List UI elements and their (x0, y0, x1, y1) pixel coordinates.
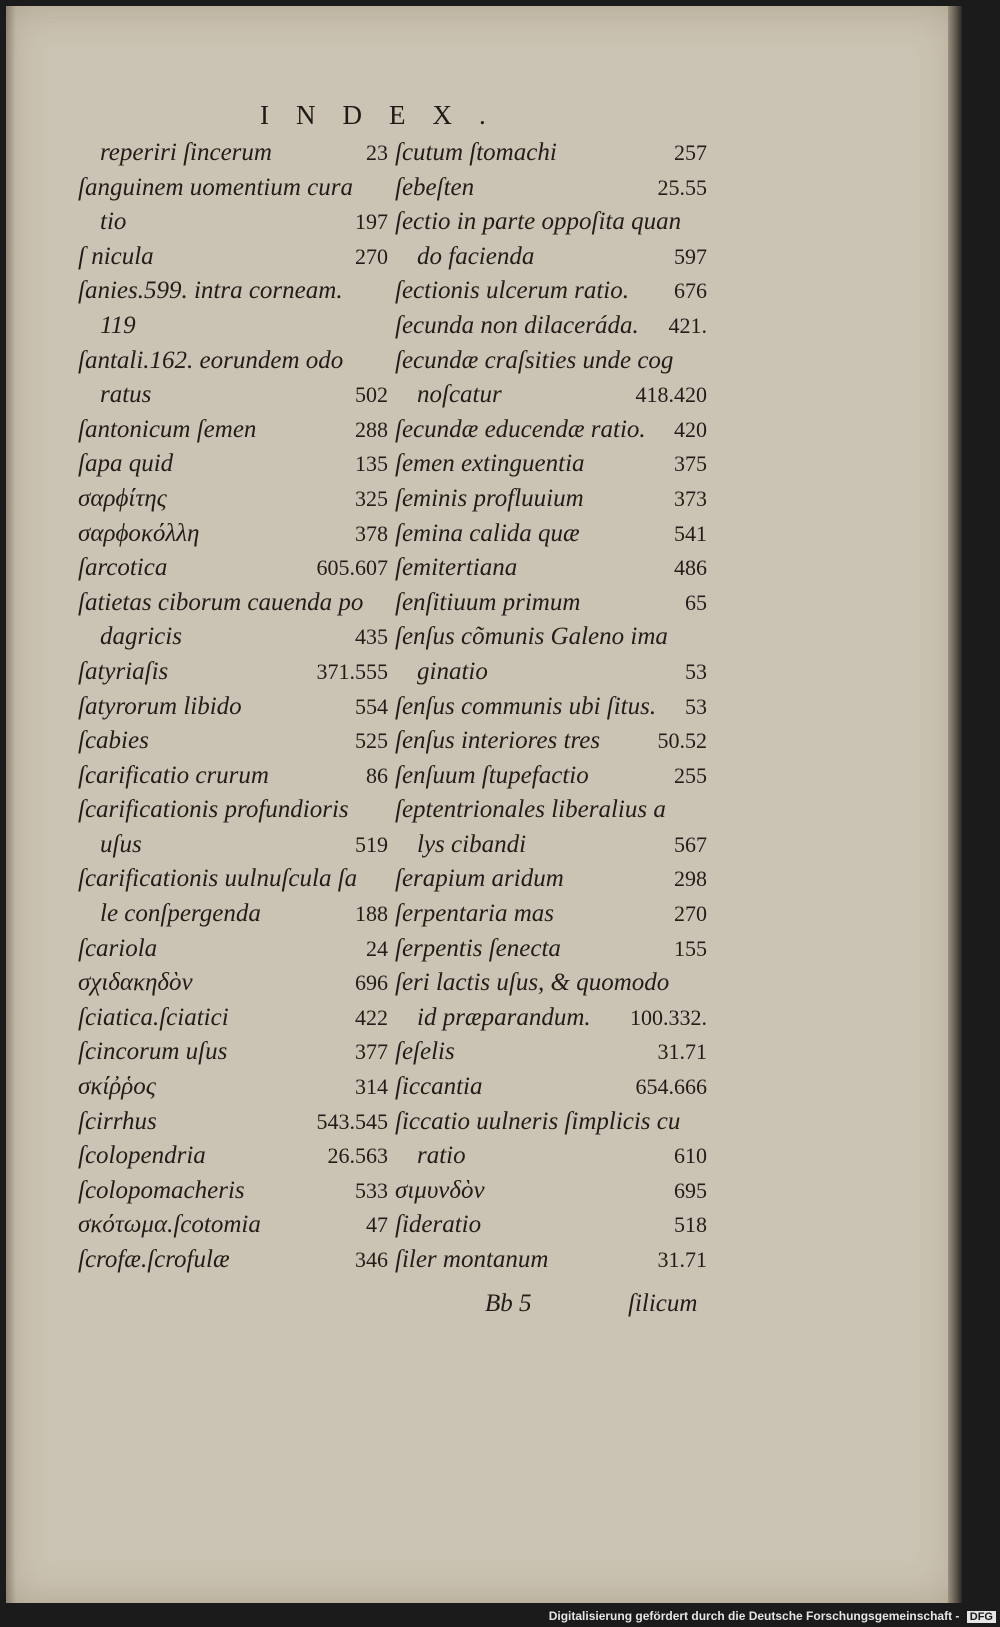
index-entry-term: ſcarificationis uulnuſcula ſa (78, 865, 358, 893)
index-entry (78, 517, 388, 552)
index-entry (78, 1001, 388, 1036)
index-entry (78, 932, 388, 967)
index-entry-term: ſcariola (78, 934, 158, 962)
index-entry-term: ſerpentaria mas (395, 900, 555, 928)
index-entry-term: σαρϕοκόλλη (78, 519, 200, 547)
index-entry-page: 100.332. (630, 1004, 707, 1030)
index-entry (78, 897, 388, 932)
index-entry-term: σκότωμα.ſcotomia (78, 1211, 261, 1239)
index-entry-page: 420 (674, 416, 707, 442)
index-entry (78, 862, 388, 897)
index-entry-term: ſenſus communis ubi ſitus. (395, 692, 657, 720)
index-entry (78, 690, 388, 725)
left-index-column (78, 136, 388, 1278)
index-entry-page: 610 (674, 1143, 707, 1169)
index-entry-page: 50.52 (657, 728, 707, 754)
page-fold-shadow (6, 6, 16, 1603)
index-entry-term: ſeminis profluuium (395, 484, 584, 512)
index-entry (395, 1105, 707, 1140)
index-entry (78, 1105, 388, 1140)
index-entry-page: 418.420 (635, 382, 707, 408)
index-entry-page: 86 (366, 762, 388, 788)
index-entry-page: 24 (366, 935, 388, 961)
index-entry (395, 274, 707, 309)
index-entry (78, 586, 388, 621)
index-entry-term: ſcrofæ.ſcrofulæ (78, 1246, 230, 1273)
index-entry-term: ſciatica.ſciatici (78, 1003, 229, 1031)
index-entry-term: ſeſelis (395, 1038, 455, 1066)
index-entry-page: 373 (674, 485, 707, 511)
index-entry-page: 695 (674, 1177, 707, 1203)
page-footer (0, 1290, 1000, 1324)
index-entry-page: 502 (355, 382, 388, 408)
index-entry-page: 26.563 (327, 1143, 388, 1169)
index-entry-page: 519 (355, 831, 388, 857)
index-entry-page: 31.71 (657, 1247, 707, 1272)
index-entry (395, 1001, 707, 1036)
index-entry (78, 413, 388, 448)
index-entry-term: ſenſitiuum primum (395, 588, 581, 616)
index-entry-page: 525 (355, 728, 388, 754)
index-entry (78, 655, 388, 690)
index-entry (78, 1070, 388, 1105)
index-entry-term: ſeri lactis uſus, & quomodo (395, 969, 670, 997)
index-entry-page: 288 (355, 416, 388, 442)
index-entry (395, 724, 707, 759)
index-entry (78, 828, 388, 863)
index-entry (78, 759, 388, 794)
index-entry-page: 188 (355, 901, 388, 927)
index-entry-page: 533 (355, 1177, 388, 1203)
index-entry-term: ſenſuum ſtupefactio (395, 761, 589, 789)
index-entry (78, 620, 388, 655)
signature-mark: Bb 5 (485, 1290, 532, 1317)
index-entry-term: tio (100, 208, 127, 236)
index-entry (395, 966, 707, 1001)
page-heading: INDEX. (260, 100, 513, 130)
index-entry-term: ſenſus cõmunis Galeno ima (395, 623, 668, 651)
index-entry-term: ſcarificatio crurum (78, 761, 269, 789)
index-entry (395, 586, 707, 621)
index-entry (78, 274, 388, 309)
index-entry-page: 422 (355, 1004, 388, 1030)
index-entry-term: ſectio in parte oppoſita quan (395, 208, 682, 236)
index-entry (78, 1243, 388, 1278)
index-entry (78, 344, 388, 379)
index-entry (78, 1035, 388, 1070)
index-entry (78, 240, 388, 275)
index-entry-term: ſanies.599. intra corneam. (78, 277, 343, 305)
index-entry (395, 136, 707, 171)
index-entry-term: ſecundæ craſsities unde cog (395, 346, 674, 374)
index-entry-page: 23 (366, 140, 388, 165)
book-gutter (948, 6, 962, 1603)
index-entry-term: ſebeſten (395, 173, 475, 201)
index-entry-page: 155 (674, 935, 707, 961)
index-entry-term: le conſpergenda (100, 900, 261, 928)
index-entry-term: σιμυνδὸν (395, 1176, 485, 1204)
index-entry-page: 605.607 (316, 555, 388, 581)
index-entry-term: ſemen extinguentia (395, 450, 585, 478)
index-entry (78, 551, 388, 586)
index-entry (78, 171, 388, 206)
index-entry (78, 378, 388, 413)
index-entry-term: ratus (100, 381, 152, 409)
index-entry (395, 862, 707, 897)
index-entry (395, 517, 707, 552)
index-entry-term: ſenſus interiores tres (395, 727, 601, 755)
index-entry-term: ſapa quid (78, 450, 174, 478)
index-entry-page: 435 (355, 624, 388, 650)
index-entry-page: 554 (355, 693, 388, 719)
index-entry-page: 371.555 (316, 658, 388, 684)
index-entry-term: ſectionis ulcerum ratio. (395, 277, 629, 305)
index-entry-page: 325 (355, 485, 388, 511)
index-entry (395, 828, 707, 863)
digitization-credit (549, 1609, 996, 1623)
index-entry-term: ſantonicum ſemen (78, 415, 257, 443)
index-entry (395, 690, 707, 725)
index-entry-term: ſiccatio uulneris ſimplicis cu (395, 1107, 681, 1135)
index-entry-term: ſcincorum uſus (78, 1038, 228, 1066)
index-entry-term: ſeptentrionales liberalius a (395, 796, 666, 824)
index-entry-page: 314 (355, 1074, 388, 1100)
index-entry (78, 205, 388, 240)
index-entry-page: 696 (355, 970, 388, 996)
index-entry-page: 298 (674, 866, 707, 892)
index-entry-page: 47 (366, 1212, 388, 1238)
index-entry (78, 1139, 388, 1174)
index-entry-page: 270 (674, 901, 707, 927)
index-entry (78, 793, 388, 828)
index-entry (395, 1139, 707, 1174)
index-entry (395, 932, 707, 967)
index-entry-page: 65 (685, 589, 707, 615)
index-entry-term: ſecunda non dilaceráda. (395, 311, 639, 339)
index-entry-term: uſus (100, 830, 142, 858)
index-entry-page: 375 (674, 451, 707, 477)
index-entry (395, 551, 707, 586)
index-entry-page: 197 (355, 209, 388, 235)
index-entry-term: ratio (417, 1142, 466, 1170)
index-entry (395, 344, 707, 379)
index-entry (395, 1174, 707, 1209)
index-entry-page: 270 (355, 243, 388, 269)
index-entry-term: ſiler montanum (395, 1246, 549, 1273)
index-entry-term: σχιδακηδὸν (78, 969, 193, 997)
credit-text: Digitalisierung gefördert durch die Deutsche Forschungsgemeinschaft - (548, 1609, 960, 1623)
index-entry-term: ſideratio (395, 1211, 482, 1239)
index-entry (78, 309, 388, 344)
index-entry (395, 1208, 707, 1243)
index-entry-term: ſcutum ſtomachi (395, 139, 557, 166)
index-entry-term: ſatyriaſis (78, 657, 169, 685)
index-entry-term: ſantali.162. eorundem odo (78, 346, 344, 374)
index-entry (78, 482, 388, 517)
index-entry (395, 1070, 707, 1105)
index-entry (78, 966, 388, 1001)
index-entry (78, 136, 388, 171)
index-entry (395, 309, 707, 344)
index-entry-term: noſcatur (417, 381, 502, 409)
index-entry-term: ſcolopomacheris (78, 1176, 245, 1204)
index-entry-page: 377 (355, 1039, 388, 1065)
index-entry-page: 25.55 (657, 174, 707, 200)
index-entry-page: 257 (674, 140, 707, 165)
index-entry-term: σαρϕίτης (78, 484, 167, 512)
index-entry-term: σκίῤῥος (78, 1073, 156, 1101)
index-entry-term: ſemitertiana (395, 554, 518, 582)
index-entry (395, 413, 707, 448)
index-entry-term: ſerpentis ſenecta (395, 934, 561, 962)
index-entry-term: ſcabies (78, 727, 149, 755)
index-entry-term: ſcarificationis profundioris (78, 796, 349, 824)
index-entry-page: 676 (674, 278, 707, 304)
index-entry-page: 518 (674, 1212, 707, 1238)
index-entry-page: 597 (674, 243, 707, 269)
index-entry-term: ſiccantia (395, 1073, 483, 1101)
index-entry (395, 1243, 707, 1278)
index-entry-page: 31.71 (657, 1039, 707, 1065)
index-entry-term: ſcirrhus (78, 1107, 157, 1135)
catchword: ſilicum (628, 1290, 698, 1317)
index-entry-page: 53 (685, 693, 707, 719)
index-entry-term: ſarcotica (78, 554, 168, 582)
index-entry (395, 655, 707, 690)
index-entry-term: ſanguinem uomentium cura (78, 173, 353, 201)
index-entry (395, 897, 707, 932)
index-entry (395, 1035, 707, 1070)
index-entry-page: 255 (674, 762, 707, 788)
index-entry-term: ſcolopendria (78, 1142, 206, 1170)
index-entry (395, 378, 707, 413)
right-index-column (395, 136, 707, 1278)
dfg-logo: DFG (967, 1611, 996, 1623)
index-entry (395, 205, 707, 240)
index-entry (395, 240, 707, 275)
index-entry (395, 482, 707, 517)
index-entry-term: dagricis (100, 623, 182, 651)
index-entry (78, 1174, 388, 1209)
index-entry (78, 447, 388, 482)
index-entry-page: 543.545 (316, 1108, 388, 1134)
index-entry-page: 346 (355, 1247, 388, 1272)
index-entry (395, 447, 707, 482)
index-entry-term: do facienda (417, 242, 535, 270)
index-entry-term: ſecundæ educendæ ratio. (395, 415, 646, 443)
index-entry (395, 793, 707, 828)
index-entry-term: lys cibandi (417, 830, 527, 858)
index-entry-term: ſ nicula (78, 242, 154, 270)
index-entry-term: reperiri ſincerum (100, 139, 272, 166)
index-entry-page: 654.666 (635, 1074, 707, 1100)
index-entry-page: 53 (685, 658, 707, 684)
index-entry-term: 119 (100, 311, 136, 339)
index-entry-term: ſatietas ciborum cauenda po (78, 588, 364, 616)
index-entry-page: 378 (355, 520, 388, 546)
index-entry-page: 421. (668, 312, 707, 338)
index-entry (78, 1208, 388, 1243)
index-entry-page: 486 (674, 555, 707, 581)
index-entry (395, 620, 707, 655)
index-entry-page: 567 (674, 831, 707, 857)
index-entry-term: ſatyrorum libido (78, 692, 242, 720)
index-entry (78, 724, 388, 759)
index-entry-page: 541 (674, 520, 707, 546)
index-entry-page: 135 (355, 451, 388, 477)
index-entry (395, 171, 707, 206)
index-entry-term: ſerapium aridum (395, 865, 564, 893)
index-entry-term: ſemina calida quæ (395, 519, 580, 547)
index-entry-term: id præparandum. (417, 1003, 591, 1031)
index-entry-term: ginatio (417, 657, 488, 685)
index-entry (395, 759, 707, 794)
